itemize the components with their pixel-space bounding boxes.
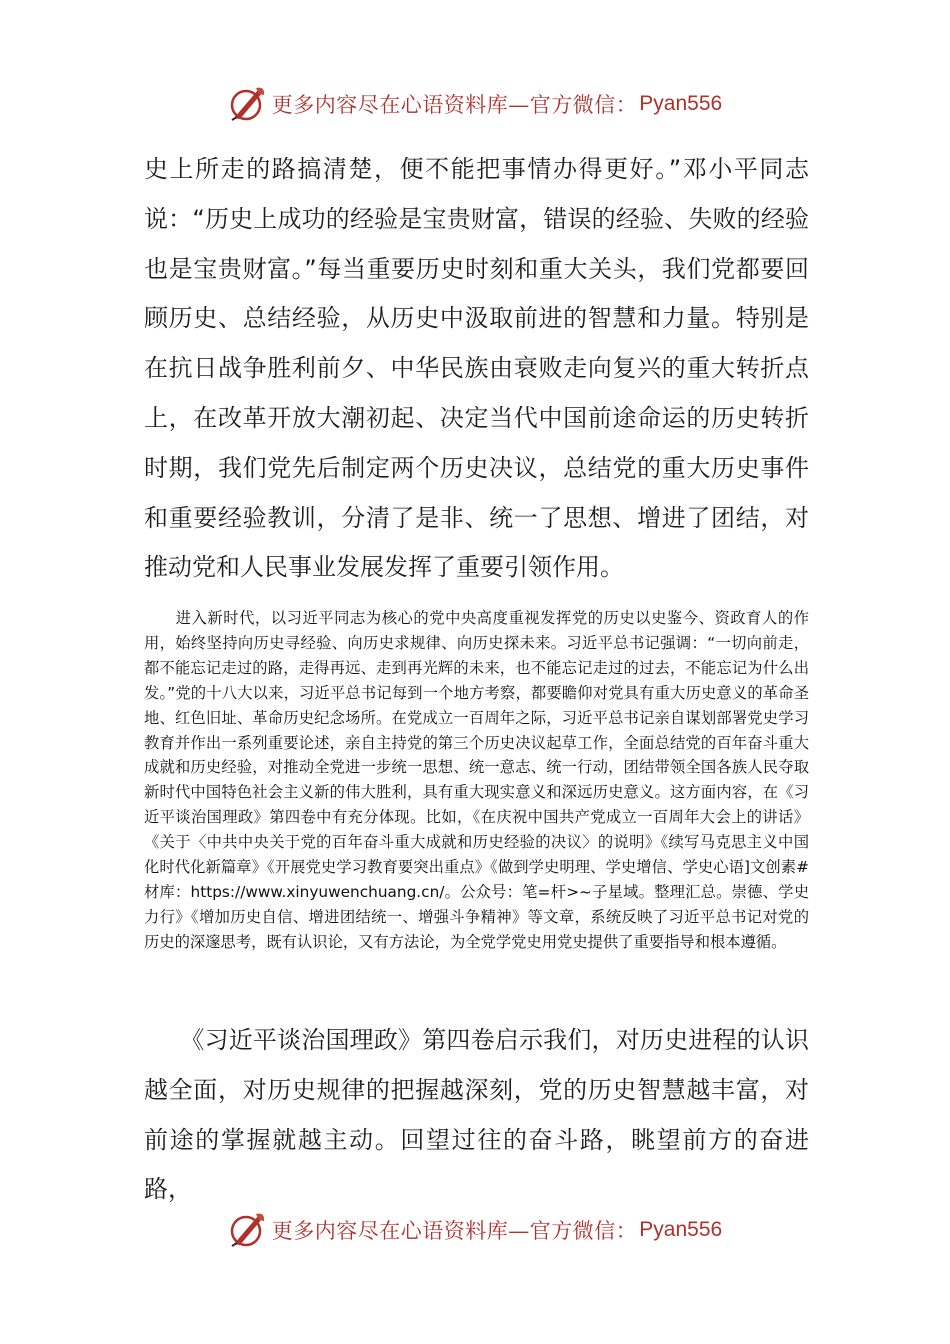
quill-logo-icon [228,84,268,124]
wechat-id: Pyan556 [639,92,723,115]
paragraph-volume-four: 《习近平谈治国理政》第四卷启示我们，对历史进程的认识越全面，对历史规律的把握越深刻，党的历史智慧越丰富，对前途的掌握就越主动。回望过往的奋斗路，眺望前方的奋进路， [144,1026,809,1204]
wechat-id: Pyan556 [639,1218,723,1241]
paragraph-history-lessons: 史上所走的路搞清楚，便不能把事情办得更好。”邓小平同志说：“历史上成功的经验是宝贵财富，错误的经验、失败的经验也是宝贵财富。”每当重要历史时刻和重大关头，我们党都要回顾历史、总结经验，从历史中汲取前进的智慧和力量。特别是在抗日战争胜利前夕、中华民族由衰败走向复兴的重大转折点上，在改革开放大潮初起、决定当代中国前途命运的历史转折时期，我们党先后制定两个历史决议，总结党的重大历史事件和重要经验教训，分清了是非、统一了思想、增进了团结，对推动党和人民事业发展发挥了重要引领作用。 [144,155,809,582]
banner-text: 更多内容尽在心语资料库—官方微信： [271,1219,638,1243]
banner-text: 更多内容尽在心语资料库—官方微信： [271,93,638,117]
footer-banner [0,1210,950,1250]
quill-logo-icon [228,1210,268,1250]
header-banner [0,84,950,124]
paragraph-new-era: 进入新时代，以习近平同志为核心的党中央高度重视发挥党的历史以史鉴今、资政育人的作用，始终坚持向历史寻经验、向历史求规律、向历史探未来。习近平总书记强调：“一切向前走，都不能忘记走过的路，走得再远、走到再光辉的未来，也不能忘记走过的过去，不能忘记为什么出发。”党的十八大以来，习近平总书记每到一个地方考察，都要瞻仰对党具有重大历史意义的革命圣地、红色旧址、革命历史纪念场所。在党成立一百周年之际，习近平总书记亲自谋划部署党史学习教育并作出一系列重要论述，亲自主持党的第三个历史决议起草工作，全面总结党的百年奋斗重大成就和历史经验，对推动全党进一步统一思想、统一意志、统一行动，团结带领全国各族人民夺取新时代中国特色社会主义新的伟大胜利，具有重大现实意义和深远历史意义。这方面内容，在《习近平谈治国理政》第四卷中有充分体现。比如，《在庆祝中国共产党成立一百周年大会上的讲话》《关于〈中共中央关于党的百年奋斗重大成就和历史经验的决议〉的说明》《续写马克思主义中国化时代化新篇章》《开展党史学习教育要突出重点》《做到学史明理、学史增信、学史心语]文创素#材库：https://www.xinyuwenchuang.cn/。公众号：笔=杆>~子星域。整理汇总。崇德、学史力行》《增加历史自信、增进团结统一、增强斗争精神》等文章，系统反映了习近平总书记对党的历史的深邃思考，既有认识论，又有方法论，为全党学党史用党史提供了重要指导和根本遵循。 [144,609,809,951]
